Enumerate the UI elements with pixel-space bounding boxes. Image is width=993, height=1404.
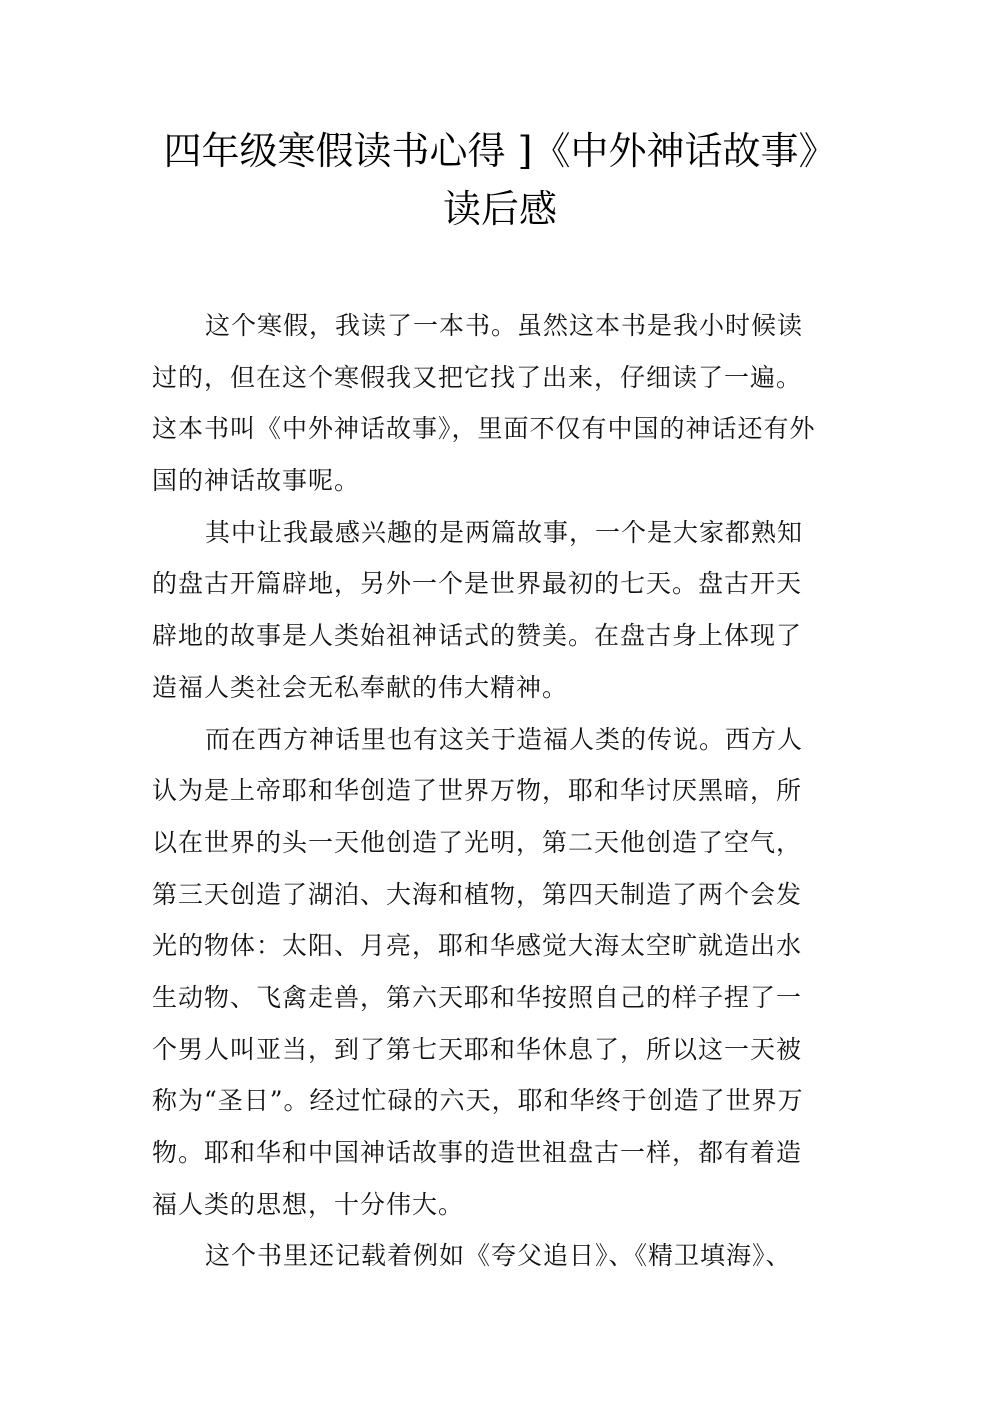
paragraph-line: 这个寒假，我读了一本书。虽然这本书是我小时候读 [205, 311, 804, 340]
paragraph-line: 国的神话故事呢。 [152, 466, 361, 496]
document-title [140, 122, 860, 238]
paragraph-1 [152, 300, 832, 507]
paragraph-line: 生动物、飞禽走兽，第六天耶和华按照自己的样子捏了一 [152, 982, 803, 1012]
paragraph-line: 认为是上帝耶和华创造了世界万物，耶和华讨厌黑暗，所 [152, 776, 803, 806]
paragraph-3 [152, 714, 832, 1231]
paragraph-2 [152, 507, 832, 714]
title-line-2: 读后感 [442, 187, 557, 231]
paragraph-line: 光的物体：太阳、月亮，耶和华感觉大海太空旷就造出水 [152, 931, 803, 961]
paragraph-line: 而在西方神话里也有这关于造福人类的传说。西方人 [205, 724, 804, 754]
paragraph-line: 辟地的故事是人类始祖神话式的赞美。在盘古身上体现了 [152, 621, 803, 651]
paragraph-line: 个男人叫亚当，到了第七天耶和华休息了，所以这一天被 [152, 1034, 803, 1064]
title-line-1: 四年级寒假读书心得 ]《中外神话故事》 [163, 129, 837, 173]
paragraph-line: 物。耶和华和中国神话故事的造世祖盘古一样，都有着造 [152, 1138, 803, 1167]
paragraph-line: 其中让我最感兴趣的是两篇故事，一个是大家都熟知 [205, 517, 804, 547]
paragraph-line: 以在世界的头一天他创造了光明，第二天他创造了空气， [152, 827, 803, 857]
paragraph-line: 第三天创造了湖泊、大海和植物，第四天制造了两个会发 [152, 879, 803, 909]
paragraph-line: 的盘古开篇辟地，另外一个是世界最初的七天。盘古开天 [152, 569, 803, 599]
paragraph-line: 这本书叫《中外神话故事》，里面不仅有中国的神话还有外 [152, 414, 816, 444]
paragraph-line: 过的，但在这个寒假我又把它找了出来，仔细读了一遍。 [152, 362, 803, 392]
paragraph-line: 这个书里还记载着例如《夸父追日》、《精卫填海》、 [205, 1241, 792, 1271]
document-body [152, 300, 832, 1282]
paragraph-line: 造福人类社会无私奉献的伟大精神。 [152, 672, 569, 702]
paragraph-4 [152, 1230, 832, 1282]
paragraph-line: 福人类的思想，十分伟大。 [152, 1189, 465, 1219]
paragraph-line: 称为“圣日”。经过忙碌的六天，耶和华终于创造了世界万 [152, 1086, 804, 1116]
